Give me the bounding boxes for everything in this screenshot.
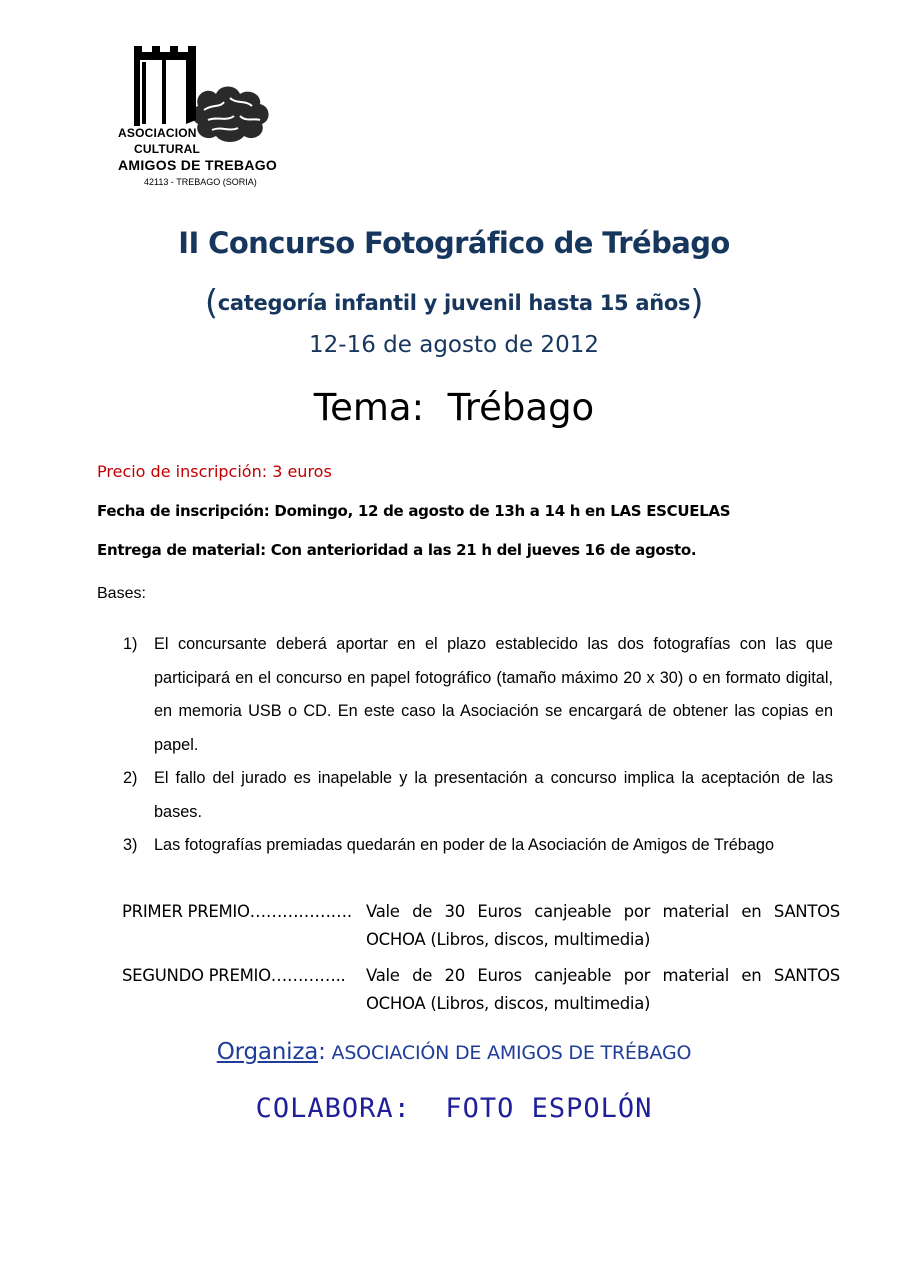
- collaborator-line: COLABORA: FOTO ESPOLÓN: [255, 1093, 653, 1124]
- logo-line-2: CULTURAL: [134, 142, 201, 156]
- rules-list: [123, 628, 833, 863]
- organizer-colon: :: [318, 1039, 326, 1065]
- logo-line-1: ASOCIACION: [118, 126, 197, 140]
- subtitle-text: categoría infantil y juvenil hasta 15 años: [217, 291, 691, 315]
- rule-text: Las fotografías premiadas quedarán en poder de la Asociación de Amigos de Trébago: [154, 836, 775, 854]
- prize-description: Vale de 20 Euros canjeable por material en SANTOS OCHOA (Libros, discos, multimedia): [366, 966, 840, 1013]
- subtitle-open-paren: (: [204, 283, 218, 323]
- logo-line-3: AMIGOS DE TREBAGO: [118, 157, 278, 173]
- theme-heading: Tema: Trébago: [313, 386, 595, 429]
- event-dates: 12-16 de agosto de 2012: [309, 332, 599, 358]
- prize-label: PRIMER PREMIO……………….: [122, 902, 352, 921]
- rule-text: El fallo del jurado es inapelable y la presentación a concurso implica la aceptación de las bases.: [154, 769, 833, 821]
- logo-line-4: 42113 - TREBAGO (SORIA): [144, 177, 257, 187]
- rule-item: [123, 628, 833, 762]
- rule-number: 2): [123, 769, 138, 787]
- subtitle: [0, 283, 908, 323]
- registration-date: Fecha de inscripción: Domingo, 12 de agosto de 13h a 14 h en LAS ESCUELAS: [97, 502, 731, 520]
- organizer-label: Organiza: [216, 1039, 319, 1065]
- bases-label: Bases:: [97, 585, 146, 602]
- prize-label: SEGUNDO PREMIO…………..: [122, 966, 346, 985]
- rule-number: 3): [123, 836, 138, 854]
- rule-item: [123, 762, 833, 829]
- organizer-line: [0, 1039, 908, 1065]
- registration-price: Precio de inscripción: 3 euros: [97, 462, 332, 481]
- submission-deadline: Entrega de material: Con anterioridad a las 21 h del jueves 16 de agosto.: [97, 541, 697, 559]
- rule-item: [123, 829, 833, 863]
- association-logo: [112, 46, 282, 192]
- subtitle-close-paren: ): [690, 283, 704, 323]
- organizer-name: ASOCIACIÓN DE AMIGOS DE TRÉBAGO: [325, 1042, 692, 1064]
- rule-number: 1): [123, 635, 138, 653]
- prize-description: Vale de 30 Euros canjeable por material en SANTOS OCHOA (Libros, discos, multimedia): [366, 902, 840, 949]
- rule-text: El concursante deberá aportar en el plazo establecido las dos fotografías con las que participará en el concurso en papel fotográfico (tamaño máximo 20 x 30) o en formato digital, en memoria USB o CD. En este caso la Asociación se encargará de obtener las copias en papel.: [154, 635, 833, 754]
- page-title: II Concurso Fotográfico de Trébago: [178, 226, 730, 260]
